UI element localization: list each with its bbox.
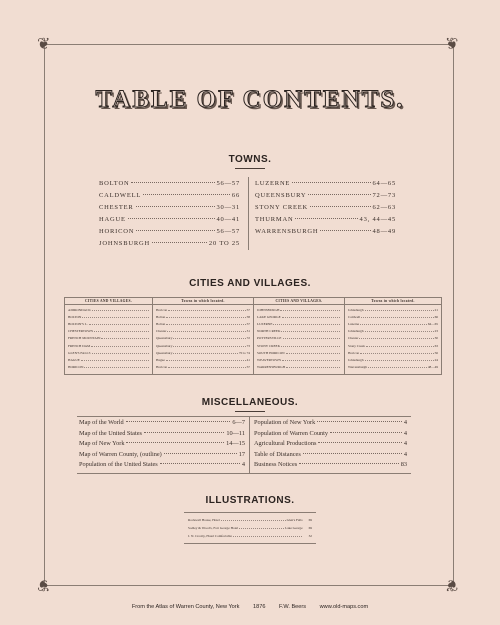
leader-dots <box>299 463 399 464</box>
cell-page: 58 <box>246 315 250 320</box>
misc-heading: MISCELLANEOUS. <box>201 397 299 408</box>
misc-entry <box>79 451 245 458</box>
cell-page: 41 <box>246 357 250 362</box>
entry-label: Map of the United States <box>79 429 142 437</box>
cell-page: 64—65 <box>427 322 438 327</box>
entry-page: 83 <box>400 461 407 468</box>
leader-dots <box>283 335 341 339</box>
column-header: CITIES AND VILLAGES. <box>85 299 132 303</box>
cell-label: LAKE GEORGE <box>257 315 281 320</box>
leader-dots <box>360 321 427 325</box>
table-cell <box>257 358 341 362</box>
town-entry <box>255 204 396 211</box>
entry-page: 56—57 <box>216 180 240 187</box>
cell-label: Luzerne <box>348 322 360 327</box>
leader-dots <box>281 328 340 332</box>
entry-page: 43, 44—45 <box>359 216 396 223</box>
leader-dots <box>360 350 433 354</box>
leader-dots <box>166 357 246 361</box>
cell-label: HAGUE <box>68 357 80 362</box>
table-cell <box>68 329 150 333</box>
entry-page: 32 <box>308 534 312 538</box>
table-cell <box>68 315 150 319</box>
leader-dots <box>128 218 215 219</box>
table-cell <box>68 322 150 326</box>
cell-label: Bolton <box>156 315 166 320</box>
leader-dots <box>101 335 149 339</box>
leader-dots <box>368 364 427 368</box>
cell-page: 30 <box>434 336 438 341</box>
entry-page: 30—31 <box>216 204 240 211</box>
leader-dots <box>359 335 433 339</box>
leader-dots <box>143 194 230 195</box>
misc-entry <box>254 461 407 468</box>
table-cell <box>156 336 250 340</box>
entry-label: Sodley & Wood's, Fort George Hotel <box>188 526 239 530</box>
cell-page: 21 <box>434 308 438 312</box>
leader-dots <box>280 307 340 311</box>
illustration-entry <box>188 526 312 530</box>
entry-page: 4 <box>403 419 407 426</box>
cell-label: Caldwell <box>348 315 361 320</box>
cell-label: WARRENSBURGH <box>257 364 286 369</box>
entry-page: 4 <box>403 429 407 437</box>
table-cell <box>257 329 341 333</box>
cell-label: JOHNSBURGH <box>257 308 280 312</box>
leader-dots <box>365 357 434 361</box>
table-cell <box>156 344 250 348</box>
leader-dots <box>318 442 401 443</box>
leader-dots <box>282 357 340 361</box>
leader-dots <box>239 525 284 529</box>
column-header: CITIES AND VILLAGES. <box>275 299 323 303</box>
leader-dots <box>286 364 340 368</box>
column-divider <box>152 298 153 374</box>
table-cell <box>257 308 341 312</box>
column-header: Towns in which located. <box>371 299 415 303</box>
entry-label: Map of the World <box>79 419 124 426</box>
entry-page: 66 <box>231 192 240 199</box>
table-cell <box>68 365 150 369</box>
entry-label: Population of New York <box>254 419 316 426</box>
entry-page: 4 <box>241 461 245 468</box>
cell-label: Warrensburgh <box>348 364 368 369</box>
cell-page: 56 <box>434 350 438 355</box>
entry-page: 69 <box>308 526 312 530</box>
divider <box>235 411 265 412</box>
table-cell <box>348 344 438 348</box>
leader-dots <box>317 421 402 422</box>
leader-dots <box>286 350 340 354</box>
leader-dots <box>84 364 149 368</box>
misc-entry <box>254 430 407 437</box>
entry-label: Business Notices <box>254 461 298 468</box>
entry-label: THURMAN <box>255 216 294 223</box>
table-cell <box>156 315 250 319</box>
divider <box>235 168 265 169</box>
entry-page: 6—7 <box>232 419 245 426</box>
misc-entry <box>254 451 407 458</box>
column-divider <box>344 298 345 374</box>
town-entry <box>255 180 396 187</box>
table-cell <box>257 351 341 355</box>
cell-label: BOLTON <box>68 315 82 320</box>
misc-entry <box>79 430 245 437</box>
cell-label: STONY CREEK <box>257 343 281 348</box>
misc-entry <box>254 440 407 447</box>
leader-dots <box>330 432 402 433</box>
leader-dots <box>282 314 340 318</box>
table-cell <box>257 315 341 319</box>
entry-place: Lake George <box>285 526 303 530</box>
table-cell <box>156 351 250 355</box>
cell-label: Chester <box>348 336 359 341</box>
cell-page: 57 <box>246 364 250 369</box>
footer-publisher: F.W. Beers <box>279 604 307 610</box>
footer-year: 1876 <box>253 604 266 610</box>
leader-dots <box>131 182 214 183</box>
entry-label: CHESTER <box>99 204 134 211</box>
cell-label: Queensbury <box>156 343 173 348</box>
entry-label: Map of New York <box>79 440 125 447</box>
leader-dots <box>126 421 231 422</box>
cell-page: 66 <box>434 315 438 320</box>
leader-dots <box>295 218 357 219</box>
entry-page: 64—65 <box>372 180 396 187</box>
cities-heading: CITIES AND VILLAGES. <box>189 278 311 289</box>
cell-label: Horicon <box>348 350 360 355</box>
table-cell <box>348 329 438 333</box>
entry-label: Population of the United States <box>79 461 158 468</box>
cell-label: Horicon <box>156 364 168 369</box>
entry-label: CALDWELL <box>99 192 142 199</box>
table-cell <box>257 322 341 326</box>
entry-place: Glen's Falls <box>286 518 303 522</box>
leader-dots <box>81 357 149 361</box>
leader-dots <box>292 182 370 183</box>
corner-ornament-icon: ❦ <box>445 36 459 53</box>
cell-page: 23 <box>434 329 438 334</box>
cell-label: Bolton <box>156 322 166 327</box>
entry-label: HAGUE <box>99 216 126 223</box>
cell-label: FRENCH DAM <box>68 343 91 348</box>
table-cell <box>348 358 438 362</box>
town-entry <box>99 240 240 247</box>
misc-entry <box>79 461 245 468</box>
entry-label: Agricultural Productions <box>254 440 317 447</box>
leader-dots <box>173 350 237 354</box>
cell-page: 57 <box>246 322 250 327</box>
cell-label: GLEN'S FALLS <box>68 350 91 355</box>
table-cell <box>156 308 250 312</box>
leader-dots <box>166 314 245 318</box>
town-entry <box>99 204 240 211</box>
cell-label: Queensbury <box>156 336 173 341</box>
illustration-entry <box>188 534 312 538</box>
cell-page: 48—49 <box>427 364 438 369</box>
footer <box>0 604 500 610</box>
cell-label: Chester <box>156 329 167 334</box>
leader-dots <box>173 343 245 347</box>
table-cell <box>68 336 150 340</box>
leader-dots <box>310 206 370 207</box>
table-cell <box>348 322 438 326</box>
corner-ornament-icon: ❦ <box>445 576 459 593</box>
table-cell <box>348 351 438 355</box>
leader-dots <box>365 307 434 311</box>
leader-dots <box>366 343 434 347</box>
leader-dots <box>92 350 150 354</box>
entry-label: Table of Distances <box>254 450 301 458</box>
table-cell <box>68 308 150 312</box>
table-cell <box>348 315 438 319</box>
cell-label: ADIRONDACK <box>68 308 91 312</box>
leader-dots <box>144 432 224 433</box>
table-cell <box>68 358 150 362</box>
table-cell <box>156 322 250 326</box>
footer-source: From the Atlas of Warren County, New York <box>131 604 240 610</box>
entry-label: Rockwell House, Hotel <box>188 518 220 522</box>
cell-label: SOUTH HORICON <box>257 350 285 355</box>
leader-dots <box>168 307 245 311</box>
town-entry <box>255 216 396 223</box>
table-cell <box>257 344 341 348</box>
entry-label: BOLTON <box>99 180 130 187</box>
column-header: Towns in which located. <box>181 299 225 303</box>
leader-dots <box>221 517 286 521</box>
entry-label: WARRENSBURGH <box>255 228 319 235</box>
cell-label: LUZERNE <box>257 322 273 327</box>
leader-dots <box>173 335 245 339</box>
leader-dots <box>281 343 340 347</box>
towns-heading: TOWNS. <box>228 154 272 165</box>
cell-label: WEAVERTOWN <box>257 357 281 362</box>
leader-dots <box>273 321 340 325</box>
misc-entry <box>79 419 245 426</box>
cell-label: HORICON <box>68 364 84 369</box>
cell-page: 72 <box>246 336 250 341</box>
cell-label: CHESTERTOWN <box>68 329 93 334</box>
town-entry <box>255 228 396 235</box>
town-entry <box>99 192 240 199</box>
leader-dots <box>136 230 214 231</box>
leader-dots <box>89 321 149 325</box>
entry-label: LUZERNE <box>255 180 291 187</box>
leader-dots <box>303 453 402 454</box>
cell-label: Hague <box>156 357 165 362</box>
entry-page: 56—57 <box>216 228 240 235</box>
leader-dots <box>168 364 245 368</box>
leader-dots <box>365 328 434 332</box>
entry-page: 48—49 <box>372 228 396 235</box>
cell-label: Johnsburgh <box>348 329 364 334</box>
cell-page: 63 <box>434 343 438 348</box>
leader-dots <box>320 230 370 231</box>
column-divider <box>248 177 249 250</box>
corner-ornament-icon: ❦ <box>37 576 51 593</box>
cell-label: Queensbury <box>156 350 173 355</box>
cell-label: FRENCH MOUNTAIN <box>68 336 101 341</box>
cell-page: 31 <box>246 329 250 334</box>
cell-label: Johnsburgh <box>348 357 364 362</box>
entry-label: STONY CREEK <box>255 204 309 211</box>
entry-page: 10—11 <box>226 429 245 437</box>
entry-page: 20 TO 25 <box>208 240 240 247</box>
entry-page: 17 <box>238 450 245 458</box>
table-cell <box>156 329 250 333</box>
cell-label: NORTH CREEK <box>257 329 281 334</box>
leader-dots <box>166 321 245 325</box>
leader-dots <box>164 453 237 454</box>
leader-dots <box>233 533 302 537</box>
town-entry <box>255 192 396 199</box>
cell-page: 73 <box>246 343 250 348</box>
entry-page: 62—63 <box>372 204 396 211</box>
entry-page: 40—41 <box>216 216 240 223</box>
cell-page: 24 <box>434 357 438 362</box>
cell-label: POTTERSVILLE <box>257 336 282 341</box>
entry-label: QUEENSBURY <box>255 192 307 199</box>
entry-label: J. N. Crosby, Hotel Comfortable <box>188 534 232 538</box>
leader-dots <box>136 206 215 207</box>
entry-page: 4 <box>403 440 407 447</box>
leader-dots <box>152 242 207 243</box>
table-cell <box>257 365 341 369</box>
cell-label: Stony Creek <box>348 343 365 348</box>
leader-dots <box>92 307 149 311</box>
town-entry <box>99 216 240 223</box>
leader-dots <box>160 463 240 464</box>
leader-dots <box>361 314 433 318</box>
town-entry <box>99 228 240 235</box>
table-cell <box>348 365 438 369</box>
cell-label: BOLTON'S L. <box>68 322 88 327</box>
table-cell <box>348 336 438 340</box>
column-divider <box>249 417 250 473</box>
entry-label: HORICON <box>99 228 135 235</box>
table-cell <box>68 344 150 348</box>
table-cell <box>156 358 250 362</box>
entry-page: 69 <box>308 518 312 522</box>
cities-table <box>64 297 442 375</box>
table-cell <box>348 308 438 312</box>
corner-ornament-icon: ❦ <box>37 36 51 53</box>
leader-dots <box>308 194 370 195</box>
leader-dots <box>167 328 245 332</box>
entry-page: 4 <box>403 450 407 458</box>
column-divider <box>253 298 254 374</box>
leader-dots <box>82 314 149 318</box>
entry-label: Population of Warren County <box>254 429 329 437</box>
illustration-entry <box>188 518 312 522</box>
cell-label: Horicon <box>156 308 168 312</box>
cell-label: Johnsburgh <box>348 308 364 312</box>
table-cell <box>68 351 150 355</box>
table-cell <box>257 336 341 340</box>
entry-label: Map of Warren County, (outline) <box>79 450 162 458</box>
cell-page: 57 <box>246 308 250 312</box>
misc-entry <box>79 440 245 447</box>
leader-dots <box>91 343 149 347</box>
misc-entry <box>254 419 407 426</box>
page-title: TABLE OF CONTENTS. <box>95 86 405 113</box>
illustrations-heading: ILLUSTRATIONS. <box>205 495 295 506</box>
entry-page: 72—73 <box>372 192 396 199</box>
leader-dots <box>94 328 149 332</box>
cell-page: 70 to 74 <box>238 350 250 355</box>
table-cell <box>156 365 250 369</box>
leader-dots <box>126 442 224 443</box>
footer-site: www.old-maps.com <box>319 604 369 610</box>
entry-label: JOHNSBURGH <box>99 240 150 247</box>
town-entry <box>99 180 240 187</box>
entry-page: 14—15 <box>226 440 245 447</box>
